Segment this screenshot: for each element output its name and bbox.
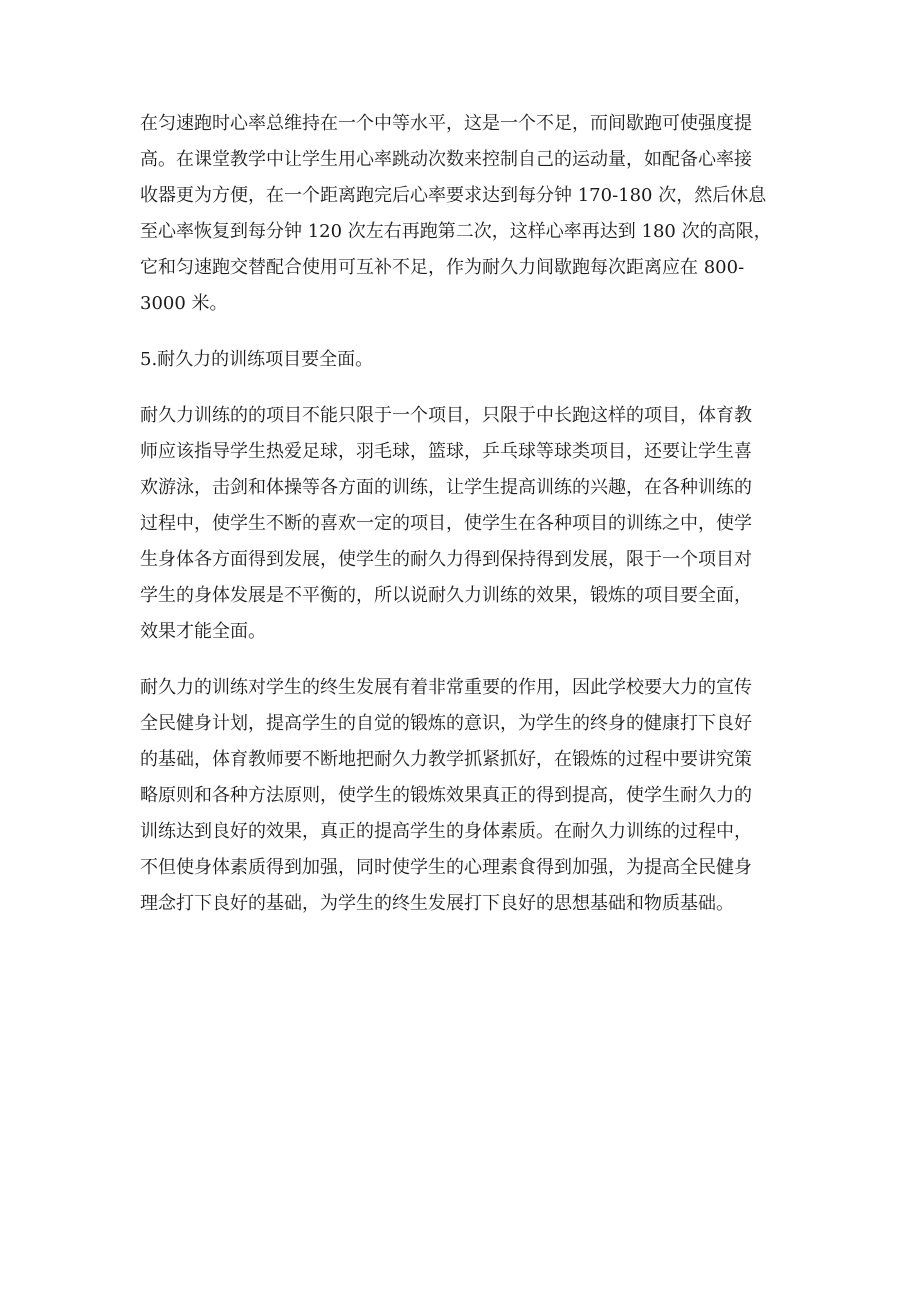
text-line: 全民健身计划，提高学生的自觉的锻炼的意识，为学生的终身的健康打下良好 [140,713,752,734]
document-body [140,106,780,942]
paragraph-conclusion [140,670,780,922]
text-line: 训练达到良好的效果，真正的提高学生的身体素质。在耐久力训练的过程中， [140,821,752,842]
text-line: 的基础，体育教师要不断地把耐久力教学抓紧抓好，在锻炼的过程中要讲究策 [140,749,752,770]
text-line: 高。在课堂教学中让学生用心率跳动次数来控制自己的运动量，如配备心率接 [140,149,752,170]
text-line: 欢游泳，击剑和体操等各方面的训练，让学生提高训练的兴趣，在各种训练的 [140,477,752,498]
text-line: 收器更为方便，在一个距离跑完后心率要求达到每分钟 170-180 次，然后休息 [140,185,767,206]
text-line: 效果才能全面。 [140,621,266,642]
text-line: 它和匀速跑交替配合使用可互补不足，作为耐久力间歇跑每次距离应在 800- [140,257,745,278]
text-line: 3000 米。 [140,293,228,314]
text-line: 不但使身体素质得到加强，同时使学生的心理素食得到加强，为提高全民健身 [140,857,752,878]
text-line: 理念打下良好的基础，为学生的终生发展打下良好的思想基础和物质基础。 [140,893,734,914]
text-line: 生身体各方面得到发展，使学生的耐久力得到保持得到发展，限于一个项目对 [140,549,752,570]
text-line: 学生的身体发展是不平衡的，所以说耐久力训练的效果，锻炼的项目要全面， [140,585,752,606]
section-heading: 5.耐久力的训练项目要全面。 [140,349,374,370]
paragraph-training-variety [140,398,780,650]
text-line: 过程中，使学生不断的喜欢一定的项目，使学生在各种项目的训练之中，使学 [140,513,752,534]
text-line: 耐久力的训练对学生的终生发展有着非常重要的作用，因此学校要大力的宣传 [140,677,752,698]
paragraph-interval-running [140,106,780,322]
text-line: 略原则和各种方法原则，使学生的锻炼效果真正的得到提高，使学生耐久力的 [140,785,752,806]
text-line: 至心率恢复到每分钟 120 次左右再跑第二次，这样心率再达到 180 次的高限， [140,221,772,242]
text-line: 耐久力训练的的项目不能只限于一个项目，只限于中长跑这样的项目，体育教 [140,405,752,426]
text-line: 在匀速跑时心率总维持在一个中等水平，这是一个不足，而间歇跑可使强度提 [140,113,752,134]
text-line: 师应该指导学生热爱足球，羽毛球，篮球，乒乓球等球类项目，还要让学生喜 [140,441,752,462]
